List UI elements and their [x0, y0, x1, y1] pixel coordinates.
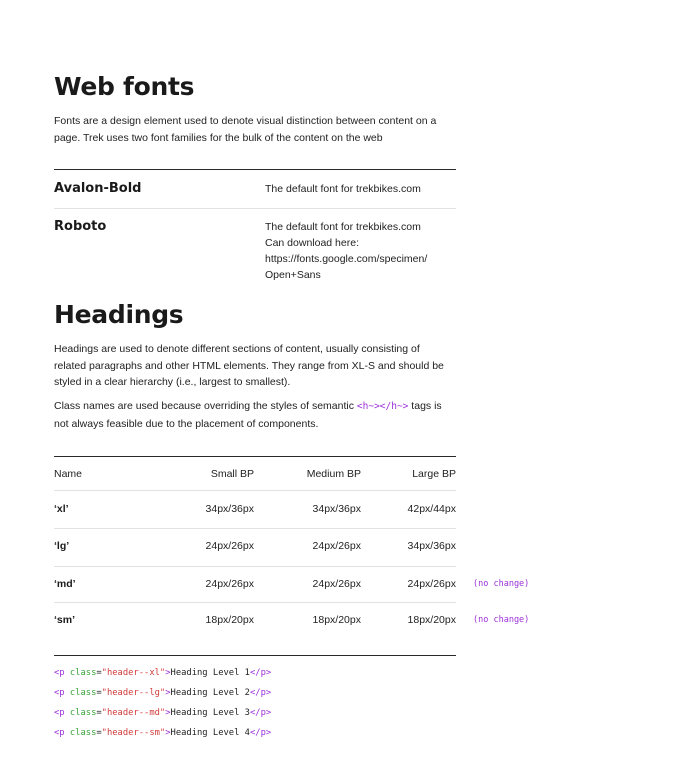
code-text: Heading Level 1	[170, 668, 250, 678]
code-attr: class	[64, 708, 97, 718]
code-tag-open: <p	[54, 708, 65, 718]
code-text: Heading Level 4	[170, 728, 250, 738]
table-divider	[54, 490, 456, 491]
code-line-2	[54, 688, 271, 698]
web-fonts-intro-line2: page. Trek uses two font families for the bulk of the content on the web	[54, 131, 383, 144]
code-eq: =	[96, 668, 102, 678]
code-attr: class	[64, 688, 97, 698]
table-header-large: Large BP	[412, 468, 456, 480]
headings-para2-code: <h~></h~>	[356, 401, 409, 412]
code-tag-gt: >	[165, 688, 171, 698]
code-tag-end: </p>	[249, 668, 272, 678]
table-header-name: Name	[54, 468, 83, 480]
table-row-md-medium: 24px/26px	[312, 578, 361, 590]
table-row-md-large: 24px/26px	[407, 578, 456, 590]
code-tag-end: </p>	[249, 728, 272, 738]
table-divider	[54, 566, 456, 567]
table-row-xl-medium: 34px/36px	[312, 503, 361, 515]
font-name-avalon: Avalon-Bold	[54, 181, 142, 196]
table-divider	[54, 602, 456, 603]
code-value: "header--lg"	[101, 688, 166, 698]
web-fonts-title: Web fonts	[54, 72, 195, 101]
font-desc-roboto-line2: Can download here:	[265, 237, 359, 249]
headings-title: Headings	[54, 300, 184, 329]
code-value: "header--xl"	[101, 668, 166, 678]
table-row-md-name: ‘md’	[54, 578, 76, 590]
table-header-small: Small BP	[210, 468, 254, 480]
code-attr: class	[64, 668, 97, 678]
table-row-lg-name: ‘lg’	[54, 540, 70, 552]
code-tag-gt: >	[165, 668, 171, 678]
code-text: Heading Level 3	[170, 708, 250, 718]
code-tag-open: <p	[54, 728, 65, 738]
font-desc-avalon-line: The default font for trekbikes.com	[265, 183, 421, 195]
table-row-lg-small: 24px/26px	[205, 540, 254, 552]
table-row-sm-name: ‘sm’	[54, 614, 76, 626]
headings-para1-line1: Headings are used to denote different sections of content, usually consisting of	[54, 343, 420, 355]
code-tag-open: <p	[54, 668, 65, 678]
table-row-sm-small: 18px/20px	[205, 614, 254, 626]
code-eq: =	[96, 708, 102, 718]
code-line-1	[54, 668, 271, 678]
table-row-md-small: 24px/26px	[205, 578, 254, 590]
code-tag-end: </p>	[249, 708, 272, 718]
headings-para1	[54, 341, 456, 391]
table-row-sm-note: (no change)	[473, 615, 530, 625]
code-tag-gt: >	[165, 708, 171, 718]
headings-para1-line2: related paragraphs and other HTML elements. They range from XL-S and should be	[54, 359, 444, 372]
code-eq: =	[96, 688, 102, 698]
font-desc-roboto-line1: The default font for trekbikes.com	[265, 221, 421, 233]
headings-para1-line3: styled in a clear hierarchy (i.e., largest to smallest).	[54, 376, 291, 388]
code-value: "header--md"	[101, 708, 166, 718]
code-eq: =	[96, 728, 102, 738]
heading-table-top-rule	[54, 456, 456, 457]
table-row-lg-medium: 24px/26px	[312, 540, 361, 552]
fonts-table-top-rule	[54, 169, 456, 170]
table-row-xl-small: 34px/36px	[205, 503, 254, 515]
table-row-sm-large: 18px/20px	[407, 614, 456, 626]
table-row-xl-large: 42px/44px	[407, 503, 456, 515]
headings-para2-before: Class names are used because overriding the styles of semantic	[54, 400, 357, 412]
heading-table-bottom-rule	[54, 655, 456, 656]
code-text: Heading Level 2	[170, 688, 250, 698]
table-header-medium: Medium BP	[306, 468, 361, 480]
font-desc-avalon	[265, 181, 455, 197]
code-tag-gt: >	[165, 728, 171, 738]
code-attr: class	[64, 728, 97, 738]
web-fonts-intro	[54, 113, 456, 146]
table-row-lg-large: 34px/36px	[407, 540, 456, 552]
headings-para2-line2: not always feasible due to the placement of components.	[54, 417, 319, 430]
code-line-3	[54, 708, 271, 718]
fonts-row-divider	[54, 208, 456, 209]
table-row-sm-medium: 18px/20px	[312, 614, 361, 626]
font-desc-roboto-link-cont[interactable]: Open+Sans	[265, 269, 321, 281]
font-desc-roboto	[265, 219, 455, 283]
font-desc-roboto-link[interactable]: https://fonts.google.com/specimen/	[265, 253, 428, 265]
code-value: "header--sm"	[101, 728, 166, 738]
table-row-xl-name: ‘xl’	[54, 503, 69, 515]
code-tag-end: </p>	[249, 688, 272, 698]
headings-para2	[54, 398, 456, 432]
code-line-4	[54, 728, 271, 738]
font-name-roboto: Roboto	[54, 219, 107, 234]
code-tag-open: <p	[54, 688, 65, 698]
table-divider	[54, 528, 456, 529]
web-fonts-intro-line1: Fonts are a design element used to denote visual distinction between content on a	[54, 115, 437, 127]
table-row-md-note: (no change)	[473, 579, 530, 589]
headings-para2-after: tags is	[408, 400, 442, 412]
